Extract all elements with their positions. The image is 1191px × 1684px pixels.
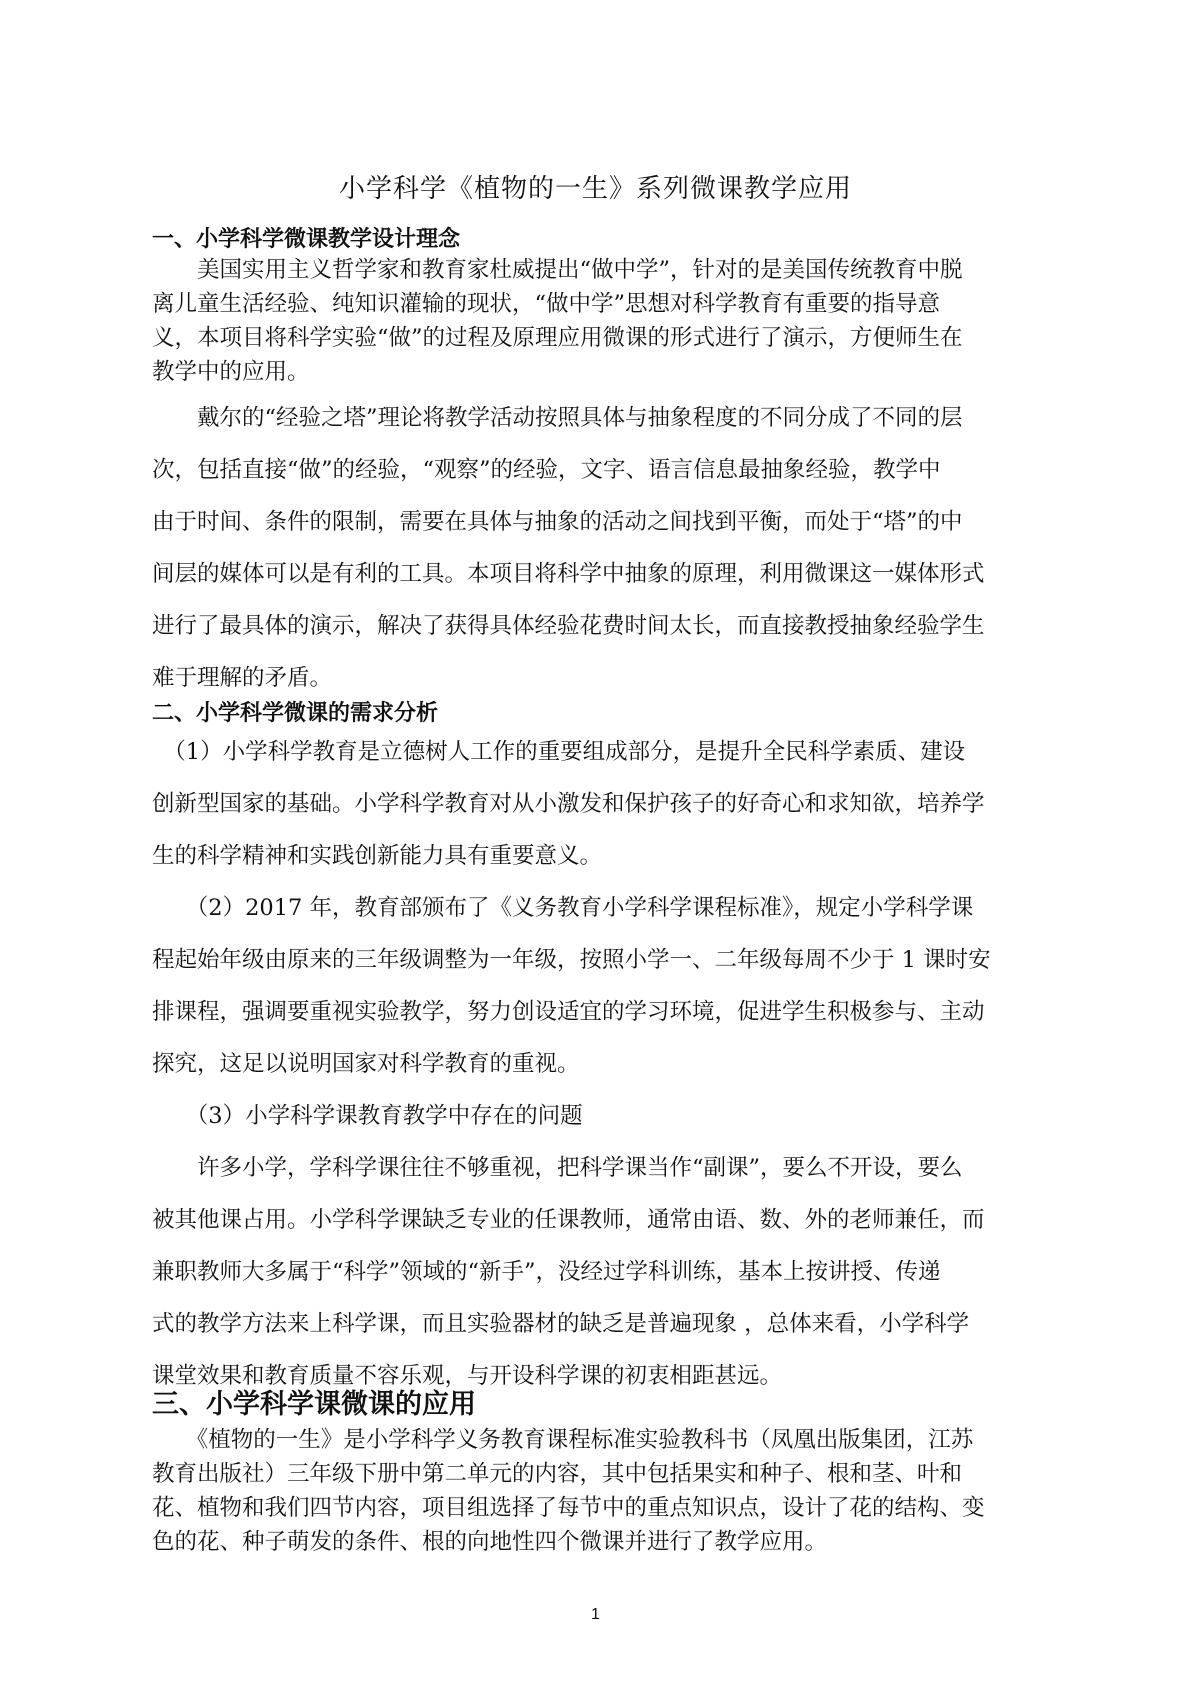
text-line: 课堂效果和教育质量不容乐观，与开设科学课的初衷相距甚远。 — [152, 1363, 783, 1389]
text-line: 难于理解的矛盾。 — [152, 665, 333, 691]
text-line: 《植物的一生》是小学科学义务教育课程标准实验教科书（凤凰出版集团，江苏 — [152, 1427, 974, 1453]
text-line: 教育出版社）三年级下册中第二单元的内容，其中包括果实和种子、根和茎、叶和 — [152, 1461, 963, 1487]
page-number: 1 — [591, 1606, 600, 1623]
section-1-paragraph-1 — [152, 253, 1045, 389]
text-line: 由于时间、条件的限制，需要在具体与抽象的活动之间找到平衡，而处于“塔”的中 — [152, 509, 963, 535]
section-2-paragraph-3 — [152, 1090, 1045, 1142]
text-line: （3）小学科学课教育教学中存在的问题 — [152, 1103, 583, 1129]
text-line: 义，本项目将科学实验“做”的过程及原理应用微课的形式进行了演示，方便师生在 — [152, 325, 963, 351]
section-1-paragraph-2 — [152, 392, 1045, 704]
text-line: 被其他课占用。小学科学课缺乏专业的任课教师，通常由语、数、外的老师兼任，而 — [152, 1207, 985, 1233]
section-1-heading: 一、小学科学微课教学设计理念 — [152, 227, 461, 252]
text-line: （1）小学科学教育是立德树人工作的重要组成部分，是提升全民科学素质、建设 — [152, 739, 966, 765]
section-3-heading: 三、小学科学课微课的应用 — [152, 1389, 476, 1420]
text-line: （2）2017 年，教育部颁布了《义务教育小学科学课程标准》，规定小学科学课 — [152, 895, 974, 921]
text-line: 间层的媒体可以是有利的工具。本项目将科学中抽象的原理，利用微课这一媒体形式 — [152, 561, 985, 587]
section-2-paragraph-4 — [152, 1142, 1045, 1402]
text-line: 式的教学方法来上科学课，而且实验器材的缺乏是普遍现象 ，总体来看，小学科学 — [152, 1311, 970, 1337]
text-line: 生的科学精神和实践创新能力具有重要意义。 — [152, 843, 603, 869]
text-line: 探究，这足以说明国家对科学教育的重视。 — [152, 1051, 580, 1077]
text-line: 色的花、种子萌发的条件、根的向地性四个微课并进行了教学应用。 — [152, 1529, 828, 1555]
text-line: 离儿童生活经验、纯知识灌输的现状，“做中学”思想对科学教育有重要的指导意 — [152, 291, 941, 317]
section-2-paragraph-2 — [152, 882, 1045, 1090]
text-line: 排课程，强调要重视实验教学，努力创设适宜的学习环境，促进学生积极参与、主动 — [152, 999, 985, 1025]
section-2-heading: 二、小学科学微课的需求分析 — [152, 701, 439, 726]
text-line: 创新型国家的基础。小学科学教育对从小激发和保护孩子的好奇心和求知欲，培养学 — [152, 791, 985, 817]
text-line: 教学中的应用。 — [152, 359, 310, 385]
section-3-paragraph-1 — [152, 1423, 1045, 1559]
text-line: 许多小学，学科学课往往不够重视，把科学课当作“副课”，要么不开设，要么 — [152, 1155, 963, 1181]
text-line: 进行了最具体的演示，解决了获得具体经验花费时间太长，而直接教授抽象经验学生 — [152, 613, 985, 639]
text-line: 兼职教师大多属于“科学”领域的“新手”，没经过学科训练，基本上按讲授、传递 — [152, 1259, 941, 1285]
text-line: 美国实用主义哲学家和教育家杜威提出“做中学”，针对的是美国传统教育中脱 — [152, 257, 963, 283]
section-2-paragraph-1 — [152, 726, 1045, 882]
text-line: 程起始年级由原来的三年级调整为一年级，按照小学一、二年级每周不少于 1 课时安 — [152, 947, 991, 973]
document-title: 小学科学《植物的一生》系列微课教学应用 — [338, 174, 852, 204]
text-line: 次，包括直接“做”的经验，“观察”的经验，文字、语言信息最抽象经验，教学中 — [152, 457, 941, 483]
text-line: 戴尔的“经验之塔”理论将教学活动按照具体与抽象程度的不同分成了不同的层 — [152, 405, 963, 431]
text-line: 花、植物和我们四节内容，项目组选择了每节中的重点知识点，设计了花的结构、变 — [152, 1495, 985, 1521]
